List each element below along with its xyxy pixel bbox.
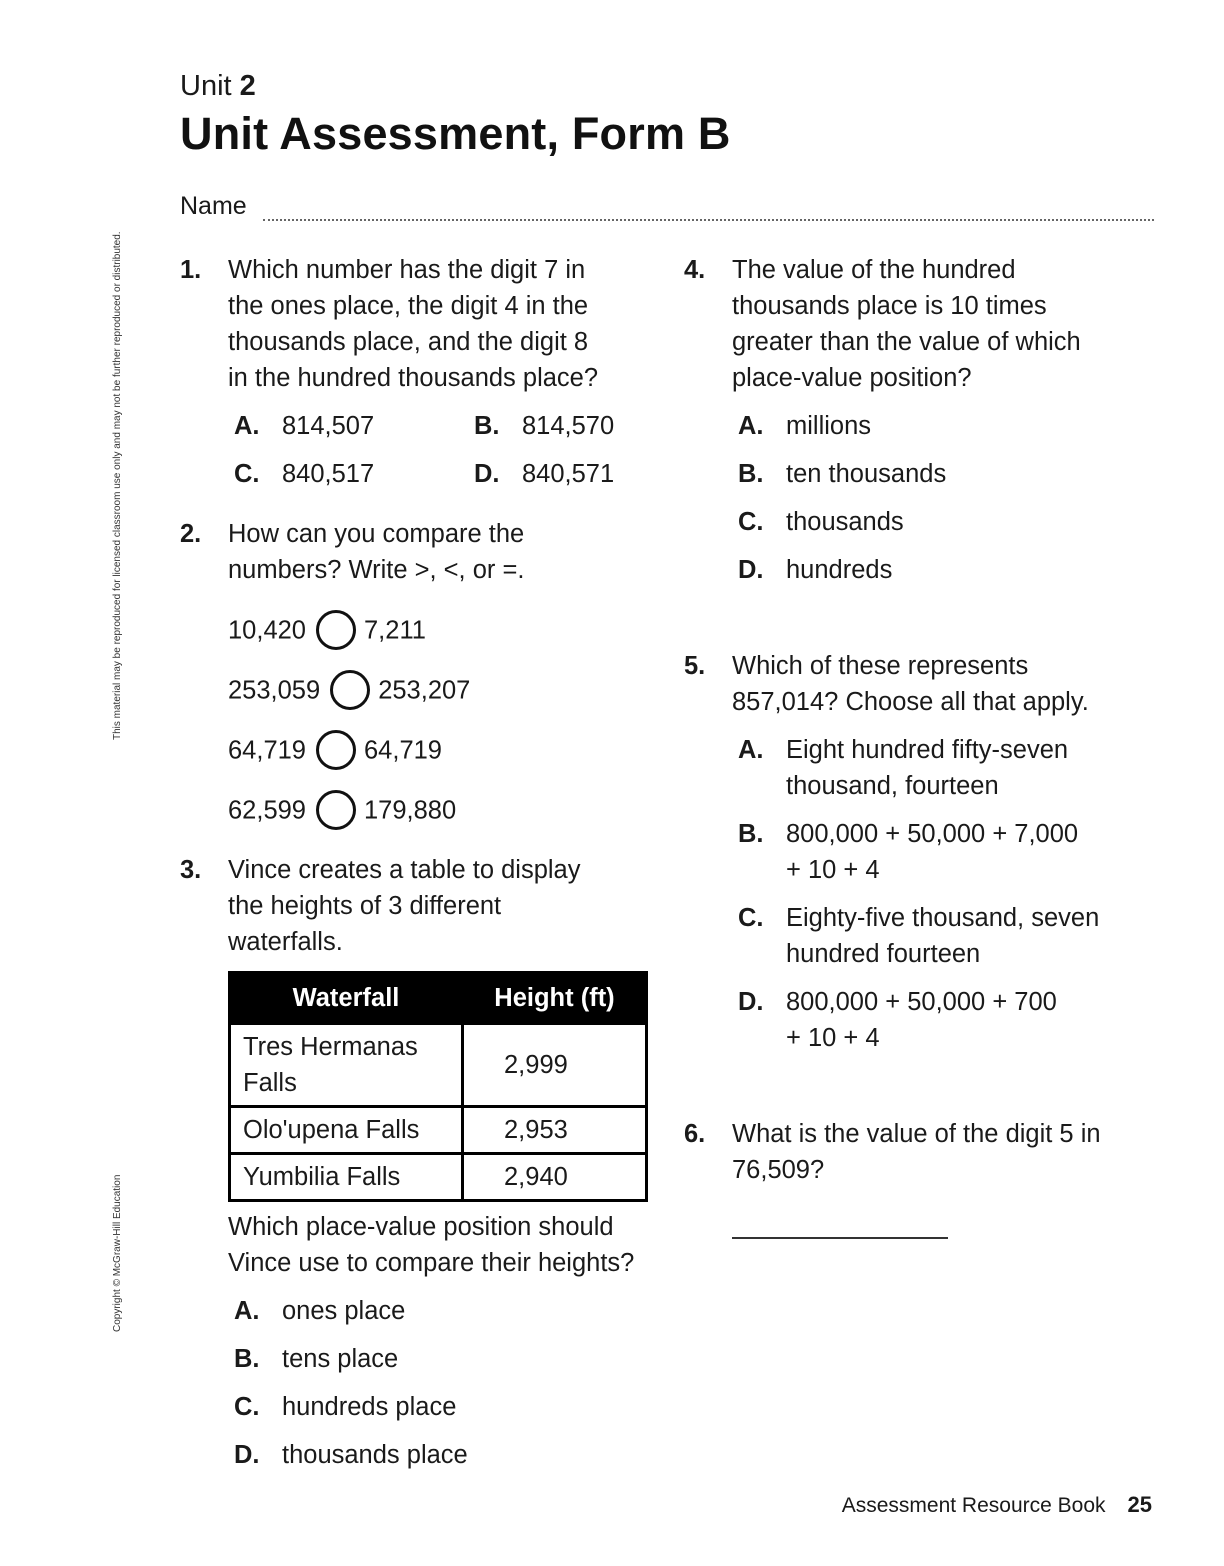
option-text: 814,507 bbox=[282, 412, 375, 440]
compare-circle[interactable] bbox=[316, 610, 356, 650]
question-number: 3. bbox=[180, 856, 202, 884]
option-line: hundred fourteen bbox=[786, 940, 981, 968]
option-letter: C. bbox=[234, 1393, 260, 1421]
table-row bbox=[230, 1107, 647, 1154]
option-text: millions bbox=[786, 412, 872, 440]
compare-left: 64,719 bbox=[228, 736, 306, 765]
question-line: in the hundred thousands place? bbox=[228, 364, 599, 392]
q5-option-c[interactable] bbox=[738, 900, 1158, 974]
question-line: 857,014? Choose all that apply. bbox=[732, 688, 1089, 716]
compare-left: 62,599 bbox=[228, 796, 306, 825]
compare-left: 253,059 bbox=[228, 676, 321, 705]
question-number: 1. bbox=[180, 256, 202, 284]
header-waterfall: Waterfall bbox=[230, 973, 463, 1024]
q5-option-d[interactable] bbox=[738, 984, 1158, 1058]
option-letter: C. bbox=[738, 904, 764, 932]
table-row bbox=[230, 1024, 647, 1107]
option-line: thousand, fourteen bbox=[786, 772, 999, 800]
question-line: Vince creates a table to display bbox=[228, 856, 581, 884]
question-text bbox=[228, 516, 524, 588]
question-line: place-value position? bbox=[732, 364, 972, 392]
q5-option-b[interactable] bbox=[738, 816, 1158, 890]
question-3 bbox=[180, 852, 650, 962]
compare-row bbox=[228, 672, 470, 712]
option-line: Eighty-five thousand, seven bbox=[786, 904, 1100, 932]
compare-left: 10,420 bbox=[228, 616, 306, 645]
compare-right: 179,880 bbox=[364, 796, 457, 825]
option-text: ones place bbox=[282, 1297, 406, 1325]
option-text: ten thousands bbox=[786, 460, 947, 488]
name-label: Name bbox=[180, 192, 247, 220]
option-line: + 10 + 4 bbox=[786, 856, 880, 884]
question-4 bbox=[684, 252, 1164, 402]
option-text: thousands bbox=[786, 508, 904, 536]
unit-word: Unit bbox=[180, 70, 232, 102]
compare-circle[interactable] bbox=[316, 730, 356, 770]
option-letter: D. bbox=[738, 988, 764, 1016]
option-line: 800,000 + 50,000 + 7,000 bbox=[786, 820, 1079, 848]
option-text: 840,517 bbox=[282, 460, 375, 488]
option-letter: B. bbox=[738, 820, 764, 848]
waterfall-height: 2,953 bbox=[463, 1107, 647, 1154]
option-text: tens place bbox=[282, 1345, 399, 1373]
page-number: 25 bbox=[1127, 1492, 1152, 1517]
question-line: numbers? Write >, <, or =. bbox=[228, 556, 525, 584]
compare-right: 64,719 bbox=[364, 736, 442, 765]
option-text bbox=[786, 984, 1057, 1056]
question-line: The value of the hundred bbox=[732, 256, 1016, 284]
question-line: Vince use to compare their heights? bbox=[228, 1249, 635, 1277]
option-letter: A. bbox=[234, 1297, 260, 1325]
option-letter: B. bbox=[234, 1345, 260, 1373]
compare-right: 7,211 bbox=[364, 616, 426, 645]
question-number: 6. bbox=[684, 1120, 706, 1148]
compare-circle[interactable] bbox=[316, 790, 356, 830]
option-text: 840,571 bbox=[522, 460, 615, 488]
compare-row bbox=[228, 792, 456, 832]
compare-row bbox=[228, 732, 442, 772]
name-write-line[interactable] bbox=[263, 219, 1154, 221]
option-text: 814,570 bbox=[522, 412, 615, 440]
unit-number: 2 bbox=[239, 70, 256, 102]
unit-label bbox=[180, 66, 256, 106]
waterfall-name bbox=[230, 1024, 463, 1107]
question-number: 2. bbox=[180, 520, 202, 548]
option-text: hundreds place bbox=[282, 1393, 457, 1421]
question-text bbox=[732, 648, 1089, 720]
option-text bbox=[786, 816, 1078, 888]
option-letter: D. bbox=[474, 460, 500, 488]
question-line: thousands place, and the digit 8 bbox=[228, 328, 589, 356]
question-text bbox=[228, 852, 581, 960]
question-3-followup bbox=[228, 1209, 668, 1283]
option-letter: D. bbox=[234, 1441, 260, 1469]
question-line: Which place-value position should bbox=[228, 1213, 614, 1241]
waterfall-height: 2,940 bbox=[463, 1154, 647, 1201]
question-line: waterfalls. bbox=[228, 928, 343, 956]
compare-right: 253,207 bbox=[378, 676, 471, 705]
waterfall-name: Yumbilia Falls bbox=[230, 1154, 463, 1201]
question-line: How can you compare the bbox=[228, 520, 525, 548]
page-footer bbox=[842, 1490, 1152, 1521]
option-letter: B. bbox=[738, 460, 764, 488]
option-line: 800,000 + 50,000 + 700 bbox=[786, 988, 1057, 1016]
question-line: the heights of 3 different bbox=[228, 892, 502, 920]
question-2 bbox=[180, 516, 650, 592]
question-1 bbox=[180, 252, 650, 402]
page-title: Unit Assessment, Form B bbox=[180, 108, 731, 159]
question-6 bbox=[684, 1116, 1164, 1192]
question-text bbox=[228, 252, 598, 396]
option-letter: A. bbox=[738, 412, 764, 440]
copyright-notice: Copyright © McGraw-Hill Education bbox=[112, 1174, 123, 1332]
waterfall-name-line: Falls bbox=[243, 1069, 297, 1097]
question-text bbox=[732, 252, 1081, 396]
option-letter: A. bbox=[234, 412, 260, 440]
question-number: 5. bbox=[684, 652, 706, 680]
q6-answer-line[interactable] bbox=[732, 1237, 948, 1239]
compare-circle[interactable] bbox=[330, 670, 370, 710]
option-letter: D. bbox=[738, 556, 764, 584]
question-line: 76,509? bbox=[732, 1156, 825, 1184]
question-line: the ones place, the digit 4 in the bbox=[228, 292, 589, 320]
compare-row bbox=[228, 612, 426, 652]
option-letter: B. bbox=[474, 412, 500, 440]
question-line: Which number has the digit 7 in bbox=[228, 256, 586, 284]
option-text: hundreds bbox=[786, 556, 893, 584]
header-height: Height (ft) bbox=[463, 973, 647, 1024]
option-letter: A. bbox=[738, 736, 764, 764]
table-header-row bbox=[230, 973, 647, 1024]
waterfall-height: 2,999 bbox=[463, 1024, 647, 1107]
question-text bbox=[732, 1116, 1101, 1188]
option-text: thousands place bbox=[282, 1441, 468, 1469]
option-text bbox=[786, 732, 1068, 804]
waterfall-name: Olo'upena Falls bbox=[230, 1107, 463, 1154]
option-line: + 10 + 4 bbox=[786, 1024, 880, 1052]
waterfall-table bbox=[228, 971, 648, 1202]
question-line: thousands place is 10 times bbox=[732, 292, 1047, 320]
table-row bbox=[230, 1154, 647, 1201]
option-letter: C. bbox=[738, 508, 764, 536]
question-number: 4. bbox=[684, 256, 706, 284]
question-line: Which of these represents bbox=[732, 652, 1029, 680]
book-title: Assessment Resource Book bbox=[841, 1494, 1106, 1517]
q5-option-a[interactable] bbox=[738, 732, 1158, 806]
waterfall-name-line: Tres Hermanas bbox=[243, 1033, 418, 1061]
name-field bbox=[180, 188, 1154, 224]
question-line: What is the value of the digit 5 in bbox=[732, 1120, 1101, 1148]
option-text bbox=[786, 900, 1099, 972]
question-5 bbox=[684, 648, 1164, 724]
reproduction-notice: This material may be reproduced for licensed classroom use only and may not be further reproduced or distributed. bbox=[112, 231, 123, 740]
option-line: Eight hundred fifty-seven bbox=[786, 736, 1069, 764]
option-letter: C. bbox=[234, 460, 260, 488]
question-line: greater than the value of which bbox=[732, 328, 1081, 356]
